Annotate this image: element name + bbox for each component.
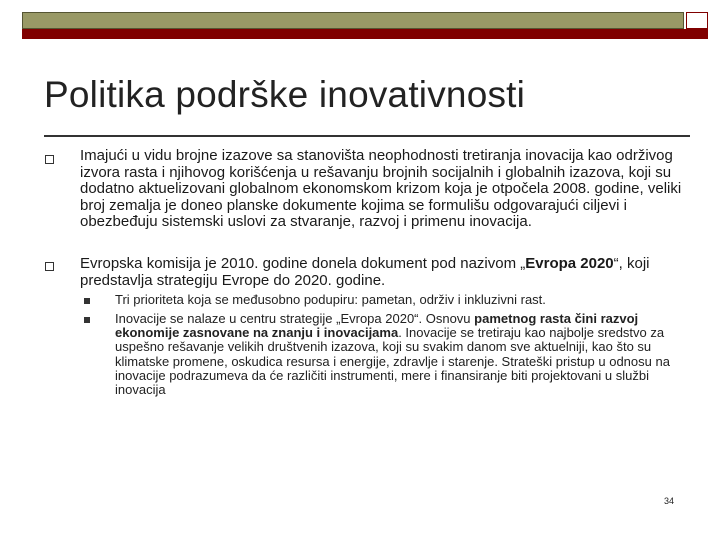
bullet-2-text-pre: Evropska komisija je 2010. godine donela dokument pod nazivom „ — [80, 255, 526, 272]
sub-bullet-2-text-pre: Inovacije se nalaze u centru strategije „Evropa 2020“. Osnovu — [115, 311, 475, 326]
bullet-1-text: Imajući u vidu brojne izazove sa stanovišta neophodnosti tretiranja inovacija kao održivog izvora rasta i njihovog korišćenja u rešavanju brojnih socijalnih i globalnih izazova, koji su dodatno aktuelizovani globalnom ekonomskom krizom koja je otpočela 2008. godine, veliki broj zemalja je doneo planske dokumente kojima se formulišu odgovarajući ciljevi i obezbeđuju sistemski uslovi za stvaranje, razvoj i primenu inovacija. — [80, 147, 682, 231]
header-olive-bar — [22, 12, 684, 29]
square-bullet-icon — [45, 262, 54, 271]
sub-bullet-2-text-post: . Inovacije se tretiraju kao najbolje sredstvo za uspešno rešavanje velikih društvenih izazova, koji su svakim danom sve aktuelniji, kao što su klimatske promene, oskudica resursa i energije, zdravlje i starenje. Strateški pristup u odnosu na inovacije podrazumeva da će različiti instrumenti, mere i finansiranje biti projektovani u službi inovacija — [115, 325, 670, 398]
square-bullet-icon — [45, 155, 54, 164]
bullet-2-text-post: “, koji predstavlja strategiju Evrope do 2020. godine. — [80, 255, 650, 289]
slide-title: Politika podrške inovativnosti — [44, 74, 526, 115]
filled-bullet-icon — [84, 298, 90, 304]
page-number: 34 — [664, 496, 675, 506]
header-corner-square — [686, 12, 708, 29]
bullet-2-text — [80, 256, 684, 289]
sub-bullet-2-text — [115, 312, 687, 397]
filled-bullet-icon — [84, 317, 90, 323]
title-divider — [44, 135, 690, 137]
bullet-2-text-bold: Evropa 2020 — [525, 255, 614, 272]
header-red-bar — [22, 29, 708, 39]
sub-bullet-1-text: Tri prioriteta koja se međusobno podupiru: pametan, održiv i inkluzivni rast. — [115, 292, 546, 307]
sub-bullet-2-text-bold: pametnog rasta čini razvoj ekonomije zasnovane na znanju i inovacijama — [115, 311, 639, 341]
